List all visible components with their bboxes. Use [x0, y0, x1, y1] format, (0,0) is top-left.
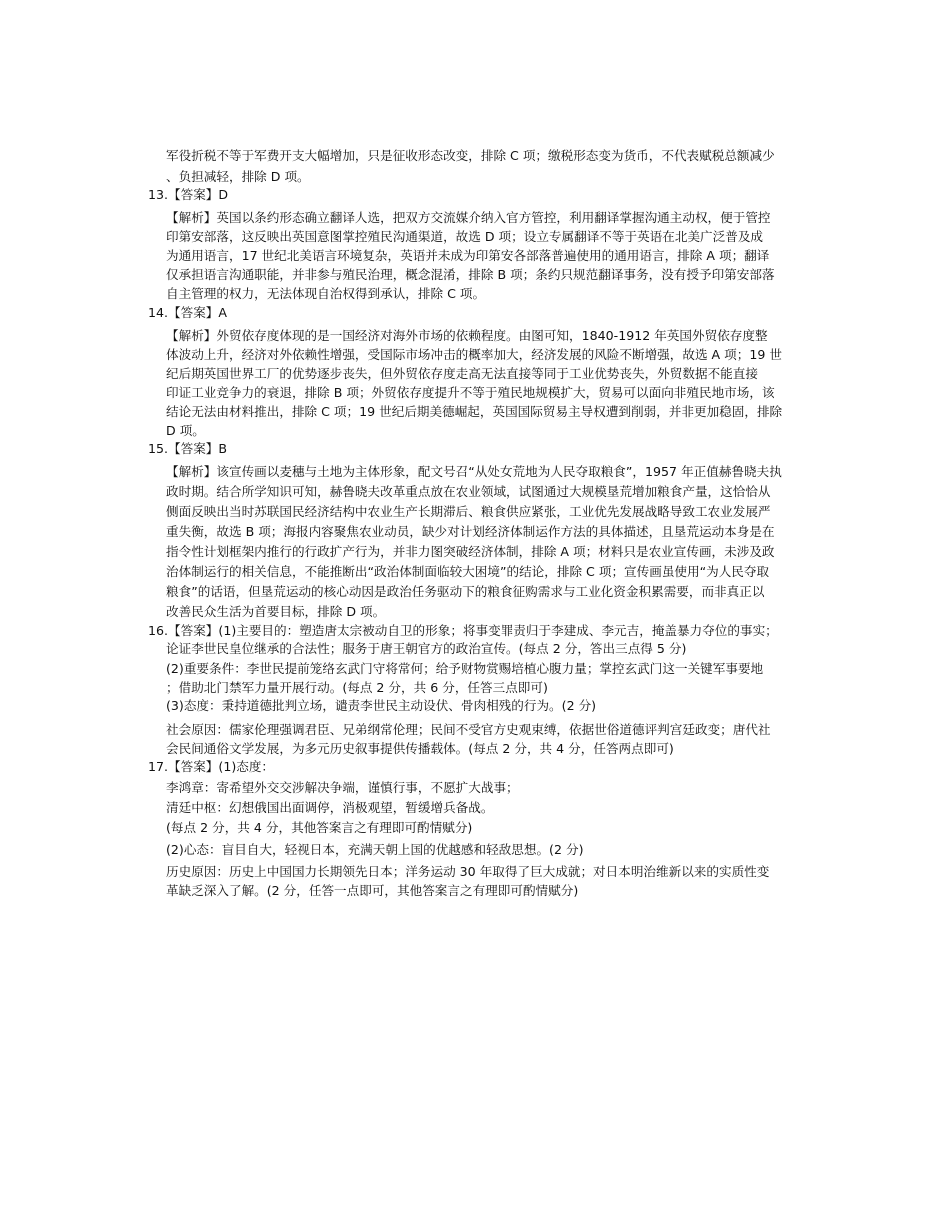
text-line: 体波动上升，经济对外依赖性增强，受国际市场冲击的概率加大，经济发展的风险不断增强，故选 A 项；19 世	[166, 347, 782, 362]
question-14-answer: 14.【答案】A	[148, 305, 228, 320]
text-line: 【解析】英国以条约形态确立翻译人选，把双方交流媒介纳入官方管控，利用翻译掌握沟通主动权，便于管控	[166, 210, 771, 225]
question-13-answer: 13.【答案】D	[148, 187, 229, 202]
text-line: 印第安部落，这反映出英国意图掌控殖民沟通渠道，故选 D 项；设立专属翻译不等于英语在北美广泛普及成	[166, 229, 764, 244]
text-line: 纪后期英国世界工厂的优势逐步丧失，但外贸依存度走高无法直接等同于工业优势丧失，外贸数据不能直接	[166, 366, 758, 381]
question-16-answer: 16.【答案】(1)主要目的：塑造唐太宗被动自卫的形象；将事变罪责归于李建成、李元吉，掩盖暴力夺位的事实；	[148, 623, 778, 638]
text-line: (2)重要条件：李世民提前笼络玄武门守将常何；给予财物赏赐培植心腹力量；掌控玄武门这一关键军事要地	[166, 661, 764, 676]
text-line: 侧面反映出当时苏联国民经济结构中农业生产长期滞后、粮食供应紧张，工业优先发展战略导致工农业发展严	[166, 504, 771, 519]
text-line: 社会原因：儒家伦理强调君臣、兄弟纲常伦理；民间不受官方史观束缚，依据世俗道德评判宫廷政变；唐代社	[166, 722, 771, 737]
text-line: 指令性计划框架内推行的行政扩产行为，并非力图突破经济体制，排除 A 项；材料只是农业宣传画，未涉及政	[166, 544, 775, 559]
text-line: 改善民众生活为首要目标，排除 D 项。	[166, 604, 386, 619]
text-line: 革缺乏深入了解。(2 分，任答一点即可，其他答案言之有理即可酌情赋分)	[166, 883, 579, 898]
text-line: 【解析】外贸依存度体现的是一国经济对海外市场的依赖程度。由图可知，1840-1912 年英国外贸依存度整	[166, 328, 768, 343]
text-line: 政时期。结合所学知识可知，赫鲁晓夫改革重点放在农业领域，试图通过大规模垦荒增加粮食产量，这恰恰从	[166, 484, 771, 499]
text-line: 、负担减轻，排除 D 项。	[166, 169, 310, 184]
text-line: 论证李世民皇位继承的合法性；服务于唐王朝官方的政治宣传。(每点 2 分，答出三点得 5 分)	[166, 641, 687, 656]
text-line: (2)心态：盲目自大，轻视日本，充满天朝上国的优越感和轻敌思想。(2 分)	[166, 842, 584, 857]
text-line: 重失衡，故选 B 项；海报内容聚焦农业动员，缺少对计划经济体制运作方法的具体描述，且垦荒运动本身是在	[166, 524, 775, 539]
text-line: 结论无法由材料推出，排除 C 项；19 世纪后期美德崛起，英国国际贸易主导权遭到削弱，并非更加稳固，排除	[166, 404, 783, 419]
text-line: 【解析】该宣传画以麦穗与土地为主体形象，配文号召“从处女荒地为人民夺取粮食”，1957 年正值赫鲁晓夫执	[166, 464, 782, 479]
text-line: 仅承担语言沟通职能，并非参与殖民治理，概念混淆，排除 B 项；条约只规范翻译事务，没有授予印第安部落	[166, 267, 775, 282]
text-line: 治体制运行的相关信息，不能推断出“政治体制面临较大困境”的结论，排除 C 项；宣传画虽使用“为人民夺取	[166, 564, 770, 579]
text-line: 粮食”的话语，但垦荒运动的核心动因是政治任务驱动下的粮食征购需求与工业化资金积累需要，而非真正以	[166, 584, 765, 599]
text-line: D 项。	[166, 423, 205, 438]
text-line: 为通用语言，17 世纪北美语言环境复杂，英语并未成为印第安各部落普遍使用的通用语言，排除 A 项；翻译	[166, 248, 770, 263]
text-line: 军役折税不等于军费开支大幅增加，只是征收形态改变，排除 C 项；缴税形态变为货币，不代表赋税总额减少	[166, 148, 775, 163]
text-line: 清廷中枢：幻想俄国出面调停，消极观望，暂缓增兵备战。	[166, 800, 494, 815]
text-line: 会民间通俗文学发展，为多元历史叙事提供传播载体。(每点 2 分，共 4 分，任答两点即可)	[166, 741, 674, 756]
question-15-answer: 15.【答案】B	[148, 441, 228, 456]
question-17-answer: 17.【答案】(1)态度：	[148, 759, 275, 774]
text-line: (3)态度：秉持道德批判立场，谴责李世民主动设伏、骨肉相残的行为。(2 分)	[166, 698, 597, 713]
text-line: 历史原因：历史上中国国力长期领先日本；洋务运动 30 年取得了巨大成就；对日本明治维新以来的实质性变	[166, 864, 770, 879]
text-line: 自主管理的权力，无法体现自治权得到承认，排除 C 项。	[166, 286, 486, 301]
text-line: 李鸿章：寄希望外交交涉解决争端，谨慎行事，不愿扩大战事；	[166, 780, 519, 795]
text-line: 印证工业竞争力的衰退，排除 B 项；外贸依存度提升不等于殖民地规模扩大，贸易可以面向非殖民地市场，该	[166, 385, 775, 400]
text-line: ；借助北门禁军力量开展行动。(每点 2 分，共 6 分，任答三点即可)	[166, 680, 548, 695]
text-line: (每点 2 分，共 4 分，其他答案言之有理即可酌情赋分)	[166, 820, 473, 835]
